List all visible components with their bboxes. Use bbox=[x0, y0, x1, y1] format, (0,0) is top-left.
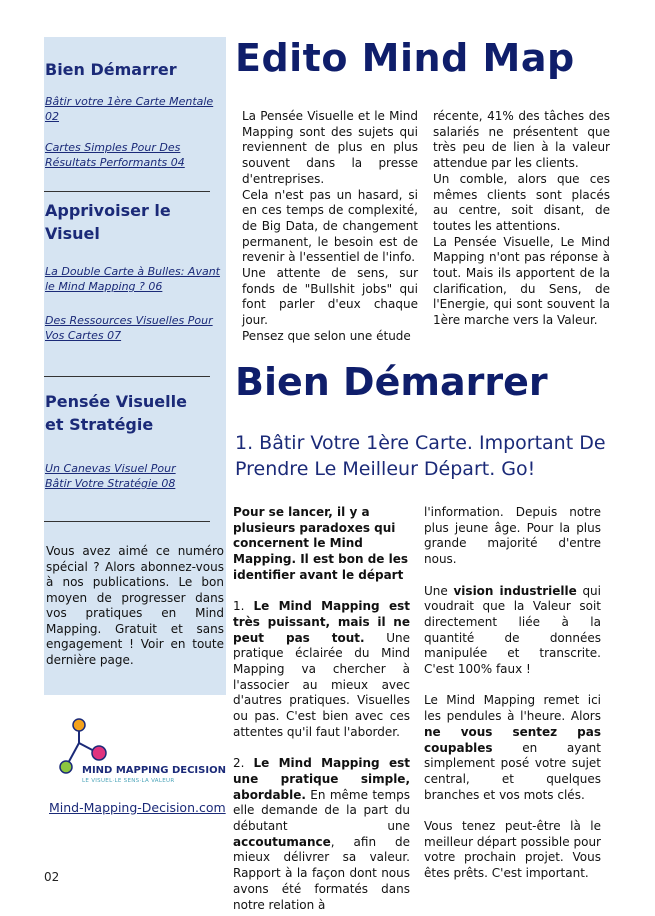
toc-link[interactable]: Bâtir votre 1ère Carte Mentale 02 bbox=[45, 95, 214, 123]
website-link[interactable]: Mind-Mapping-Decision.com bbox=[49, 800, 226, 815]
edito-paragraph: Une attente de sens, sur fonds de "Bullshit jobs" qui font parler d'eux chaque jour. bbox=[242, 266, 418, 328]
bold-phrase: ne vous sentez pas coupables bbox=[424, 724, 601, 755]
toc-divider bbox=[44, 376, 210, 377]
toc-divider bbox=[44, 521, 210, 522]
edito-paragraph: récente, 41% des tâches des salariés ne présentent que très peu de lien à la valeur attendue par les clients. bbox=[433, 109, 610, 171]
paragraph-text: Une pratique éclairée du Mind Mapping va chercher à l'associer au mieux avec d'autres pratiques. Visuelles ou pas. C'est bien avec ces attentes qu'il faut l'aborder. bbox=[233, 630, 410, 739]
paragraph-text: qui voudrait que la Valeur soit directement liée à la quantité de données manipulée et transcrite. C'est 100% faux ! bbox=[424, 583, 601, 677]
page-number: 02 bbox=[44, 870, 60, 884]
edito-column-right bbox=[433, 109, 610, 329]
bold-phrase: vision industrielle bbox=[453, 583, 577, 598]
article-paragraph: Vous tenez peut-être là le meilleur départ possible pour votre prochain projet. Vous êtes prêts. C'est important. bbox=[424, 819, 601, 881]
toc-link[interactable]: Cartes Simples Pour Des Résultats Performants 04 bbox=[45, 141, 185, 169]
edito-heading: Edito Mind Map bbox=[235, 36, 575, 80]
edito-column-left bbox=[242, 109, 418, 345]
toc-link[interactable]: Des Ressources Visuelles Pour Vos Cartes 07 bbox=[45, 314, 213, 342]
list-number: 2. bbox=[233, 756, 254, 771]
paragraph-text: Une bbox=[424, 583, 454, 598]
bold-phrase: Le Mind Mapping est très puissant, mais il ne peut pas tout. bbox=[233, 599, 410, 645]
paragraph-text: , afin de mieux délivrer sa valeur. Rapport à la façon dont nous avons été formatés dans notre relation à bbox=[233, 834, 410, 912]
edito-paragraph: La Pensée Visuelle et le Mind Mapping sont des sujets qui reviennent de plus en plus souvent dans la presse d'entreprises. bbox=[242, 109, 418, 186]
bold-phrase: accoutumance bbox=[233, 834, 331, 849]
intro-bold: Pour se lancer, il y a plusieurs paradoxes qui concernent le Mind Mapping. Il est bon de les identifier avant le départ bbox=[233, 505, 409, 582]
paragraph-text: En même temps elle demande de la part du débutant une bbox=[233, 787, 410, 834]
bold-phrase: Le Mind Mapping est une pratique simple, abordable. bbox=[233, 756, 410, 802]
article-subheading: 1. Bâtir Votre 1ère Carte. Important De Prendre Le Meilleur Départ. Go! bbox=[235, 432, 606, 480]
paragraph-text: Le Mind Mapping remet ici les pendules à l'heure. Alors bbox=[424, 693, 601, 724]
list-number: 1. bbox=[233, 599, 254, 614]
toc-section-title: Pensée Visuelle et Stratégie bbox=[45, 392, 187, 434]
logo-tagline: LE VISUEL·LE SENS·LA VALEUR bbox=[82, 778, 175, 784]
edito-paragraph: Cela n'est pas un hasard, si en ces temps de complexité, de Big Data, de changement permanent, le besoin est de revenir à l'essentiel de l'info. bbox=[242, 187, 418, 265]
article-paragraph: l'information. Depuis notre plus jeune âge. Pour la plus grande majorité d'entre nous. bbox=[424, 505, 601, 567]
toc-link[interactable]: La Double Carte à Bulles: Avant le Mind Mapping ? 06 bbox=[45, 265, 220, 293]
article-paragraph bbox=[424, 584, 601, 678]
sidebar-table-of-contents bbox=[44, 37, 226, 695]
article-column-right bbox=[424, 505, 601, 882]
article-paragraph bbox=[424, 693, 601, 803]
article-paragraph bbox=[233, 599, 410, 740]
toc-divider bbox=[44, 191, 210, 192]
toc-section-title: Apprivoiser le Visuel bbox=[45, 201, 171, 243]
article-column-left bbox=[233, 505, 410, 913]
edito-paragraph: Pensez que selon une étude bbox=[242, 328, 411, 343]
subscribe-promo-text: Vous avez aimé ce numéro spécial ? Alors abonnez-vous à nos publications. Le bon moyen de progresser dans vos pratiques en Mind Mapping. Gratuit et sans engagement ! Voir en toute dernière page. bbox=[46, 544, 224, 667]
logo-name: MIND MAPPING DECISION bbox=[82, 765, 226, 776]
mind-mapping-decision-logo bbox=[58, 717, 226, 784]
edito-paragraph: La Pensée Visuelle, Le Mind Mapping n'ont pas réponse à tout. Mais ils apportent de la clarification, du Sens, de l'Energie, qui sont souvent la 1ère marche vers la Valeur. bbox=[433, 234, 610, 328]
edito-paragraph: Un comble, alors que ces mêmes clients sont placés au centre, soit disant, de toutes les attentions. bbox=[433, 171, 610, 233]
toc-section-title: Bien Démarrer bbox=[45, 60, 177, 79]
article-intro bbox=[233, 505, 410, 584]
paragraph-text: en ayant simplement posé votre sujet central, et quelques branches et vos mots clés. bbox=[424, 740, 601, 802]
toc-link[interactable]: Un Canevas Visuel Pour Bâtir Votre Stratégie 08 bbox=[45, 462, 176, 490]
article-paragraph bbox=[233, 756, 410, 913]
section-heading: Bien Démarrer bbox=[235, 360, 548, 404]
